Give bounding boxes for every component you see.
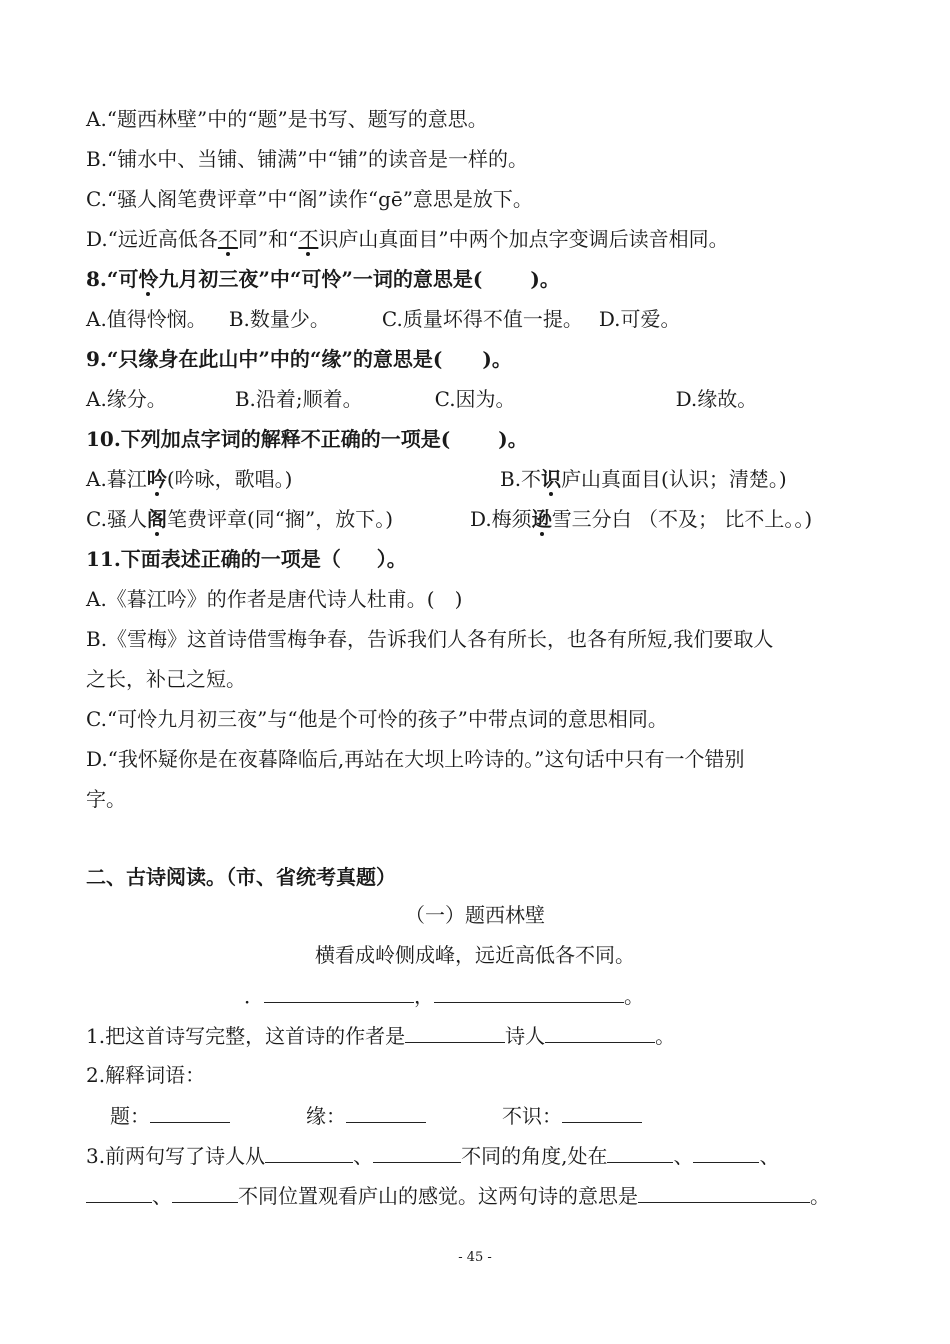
word-bushi-blank[interactable]: [562, 1102, 642, 1123]
q8-options: [86, 306, 681, 332]
q11-option-d-line2: 字。: [86, 787, 126, 811]
q10-a-text-2: (吟咏，歌唱。): [166, 467, 293, 491]
q10-option-c: [86, 506, 393, 532]
q8-stem-2: 九月初三夜”中“可怜”一词的意思是(: [158, 267, 483, 291]
poem-fill-line: [244, 982, 644, 1009]
q8-option-d: D.可爱。: [598, 307, 681, 331]
q3-text-d: 、: [673, 1144, 694, 1168]
q9-option-c: C.因为。: [434, 387, 516, 411]
q10-c-text-2: 笔费评章(同“搁”，放下。): [166, 507, 394, 531]
q1-text-a: 1.把这首诗写完整，这首诗的作者是: [86, 1024, 406, 1048]
q3-blank-1[interactable]: [265, 1142, 353, 1163]
q9-stem-end: )。: [482, 347, 512, 371]
q10-a-dotted-char: 吟: [146, 467, 167, 491]
q8-dotted-char: 怜: [138, 267, 159, 291]
q3-text-a: 3.前两句写了诗人从: [86, 1144, 266, 1168]
q3-blank-5[interactable]: [86, 1182, 152, 1203]
q7-option-b: B.“铺水中、当铺、铺满”中“铺”的读音是一样的。: [86, 147, 528, 171]
poet-blank[interactable]: [545, 1022, 655, 1043]
q11-option-b-line2: 之长，补己之短。: [86, 667, 246, 691]
s2-question-1: [86, 1022, 675, 1049]
q10-c-dotted-char: 阁: [146, 507, 167, 531]
s2-question-3-line2: [86, 1182, 830, 1209]
fill-end: 。: [624, 984, 644, 1008]
q8-option-b: B.数量少。: [228, 307, 330, 331]
s2-question-2: 2.解释词语：: [86, 1063, 206, 1087]
fill-lead-dot: ．: [244, 984, 264, 1008]
q7-d-text-1: D.“远近高低各: [86, 227, 218, 251]
word-yuan-blank[interactable]: [346, 1102, 426, 1123]
page-number: - 45 -: [458, 1250, 492, 1265]
q7-option-d: [86, 226, 729, 252]
fill-comma: ，: [414, 984, 434, 1008]
q1-text-b: 诗人: [505, 1024, 546, 1048]
q11-option-b-line1: B.《雪梅》这首诗借雪梅争春，告诉我们人各有所长，也各有所短,我们要取人: [86, 627, 774, 651]
q10-option-a: [86, 466, 292, 492]
s2-question-3-line1: [86, 1142, 779, 1169]
q8-stem: [86, 266, 560, 292]
q10-stem-text: 10.下列加点字词的解释不正确的一项是(: [86, 427, 451, 451]
q10-option-b: [500, 466, 787, 492]
q10-a-text-1: A.暮江: [86, 467, 147, 491]
dynasty-blank[interactable]: [405, 1022, 505, 1043]
q9-stem: [86, 346, 512, 372]
q8-stem-3: )。: [530, 267, 560, 291]
q3-blank-4[interactable]: [693, 1142, 759, 1163]
q10-stem: [86, 426, 528, 452]
q9-stem-text: 9.“只缘身在此山中”中的“缘”的意思是(: [86, 347, 443, 371]
q3-text-h: 。: [810, 1184, 830, 1208]
q10-d-text-2: 雪三分白 （不及； 比不上。。): [551, 507, 813, 531]
q10-option-d: [470, 506, 812, 532]
poem-line-1: 横看成岭侧成峰，远近高低各不同。: [315, 943, 635, 967]
q9-option-a: A.缘分。: [86, 387, 167, 411]
q3-blank-3[interactable]: [607, 1142, 673, 1163]
q3-blank-2[interactable]: [373, 1142, 461, 1163]
q9-option-b: B.沿着;顺着。: [234, 387, 363, 411]
word-ti-label: 题：: [110, 1104, 150, 1128]
q10-b-text-2: 庐山真面目(认识；清楚。): [561, 467, 787, 491]
q11-stem-end: ）。: [376, 547, 407, 571]
q7-d-dotted-char-1: 不: [217, 227, 238, 251]
word-explanations: [110, 1102, 642, 1129]
q10-d-dotted-char: 逊: [531, 507, 552, 531]
poem-blank-3[interactable]: [264, 982, 414, 1003]
q11-stem: [86, 546, 407, 572]
q7-d-text-2: 同”和“: [237, 227, 299, 251]
word-bushi-label: 不识：: [502, 1104, 562, 1128]
q9-option-d: D.缘故。: [675, 387, 758, 411]
section2-heading: 二、古诗阅读。（市、省统考真题）: [86, 865, 396, 889]
q10-d-text-1: D.梅须: [470, 507, 532, 531]
q3-text-e: 、: [759, 1144, 780, 1168]
q1-text-c: 。: [655, 1024, 676, 1048]
poem-title: （一）题西林壁: [405, 903, 545, 927]
poem-blank-4[interactable]: [434, 982, 624, 1003]
q8-option-c: C.质量坏得不值一提。: [381, 307, 583, 331]
q10-b-text-1: B.不: [500, 467, 542, 491]
q10-c-text-1: C.骚人: [86, 507, 147, 531]
q3-text-g: 不同位置观看庐山的感觉。这两句诗的意思是: [238, 1184, 638, 1208]
q3-text-b: 、: [353, 1144, 374, 1168]
q7-d-text-3: 识庐山真面目”中两个加点字变调后读音相同。: [318, 227, 729, 251]
q3-text-c: 不同的角度,处在: [461, 1144, 608, 1168]
q3-blank-6[interactable]: [172, 1182, 238, 1203]
q9-options: [86, 386, 757, 412]
word-yuan-label: 缘：: [306, 1104, 346, 1128]
q11-option-a: A.《暮江吟》的作者是唐代诗人杜甫。( ): [86, 587, 463, 611]
q11-option-d-line1: D.“我怀疑你是在夜暮降临后,再站在大坝上吟诗的。”这句话中只有一个错别: [86, 747, 745, 771]
q11-option-c: C.“可怜九月初三夜”与“他是个可怜的孩子”中带点词的意思相同。: [86, 707, 668, 731]
q8-stem-1: 8.“可: [86, 267, 139, 291]
q7-d-dotted-char-2: 不: [298, 227, 319, 251]
word-ti-blank[interactable]: [150, 1102, 230, 1123]
q7-option-a: A.“题西林壁”中的“题”是书写、题写的意思。: [86, 107, 488, 131]
q3-meaning-blank[interactable]: [638, 1182, 810, 1203]
q10-b-dotted-char: 识: [541, 467, 562, 491]
q10-stem-end: )。: [498, 427, 528, 451]
q8-option-a: A.值得怜悯。: [86, 307, 207, 331]
q11-stem-text: 11.下面表述正确的一项是（: [86, 547, 341, 571]
q3-text-f: 、: [152, 1184, 172, 1208]
q7-option-c: C.“骚人阁笔费评章”中“阁”读作“gē”意思是放下。: [86, 187, 533, 211]
